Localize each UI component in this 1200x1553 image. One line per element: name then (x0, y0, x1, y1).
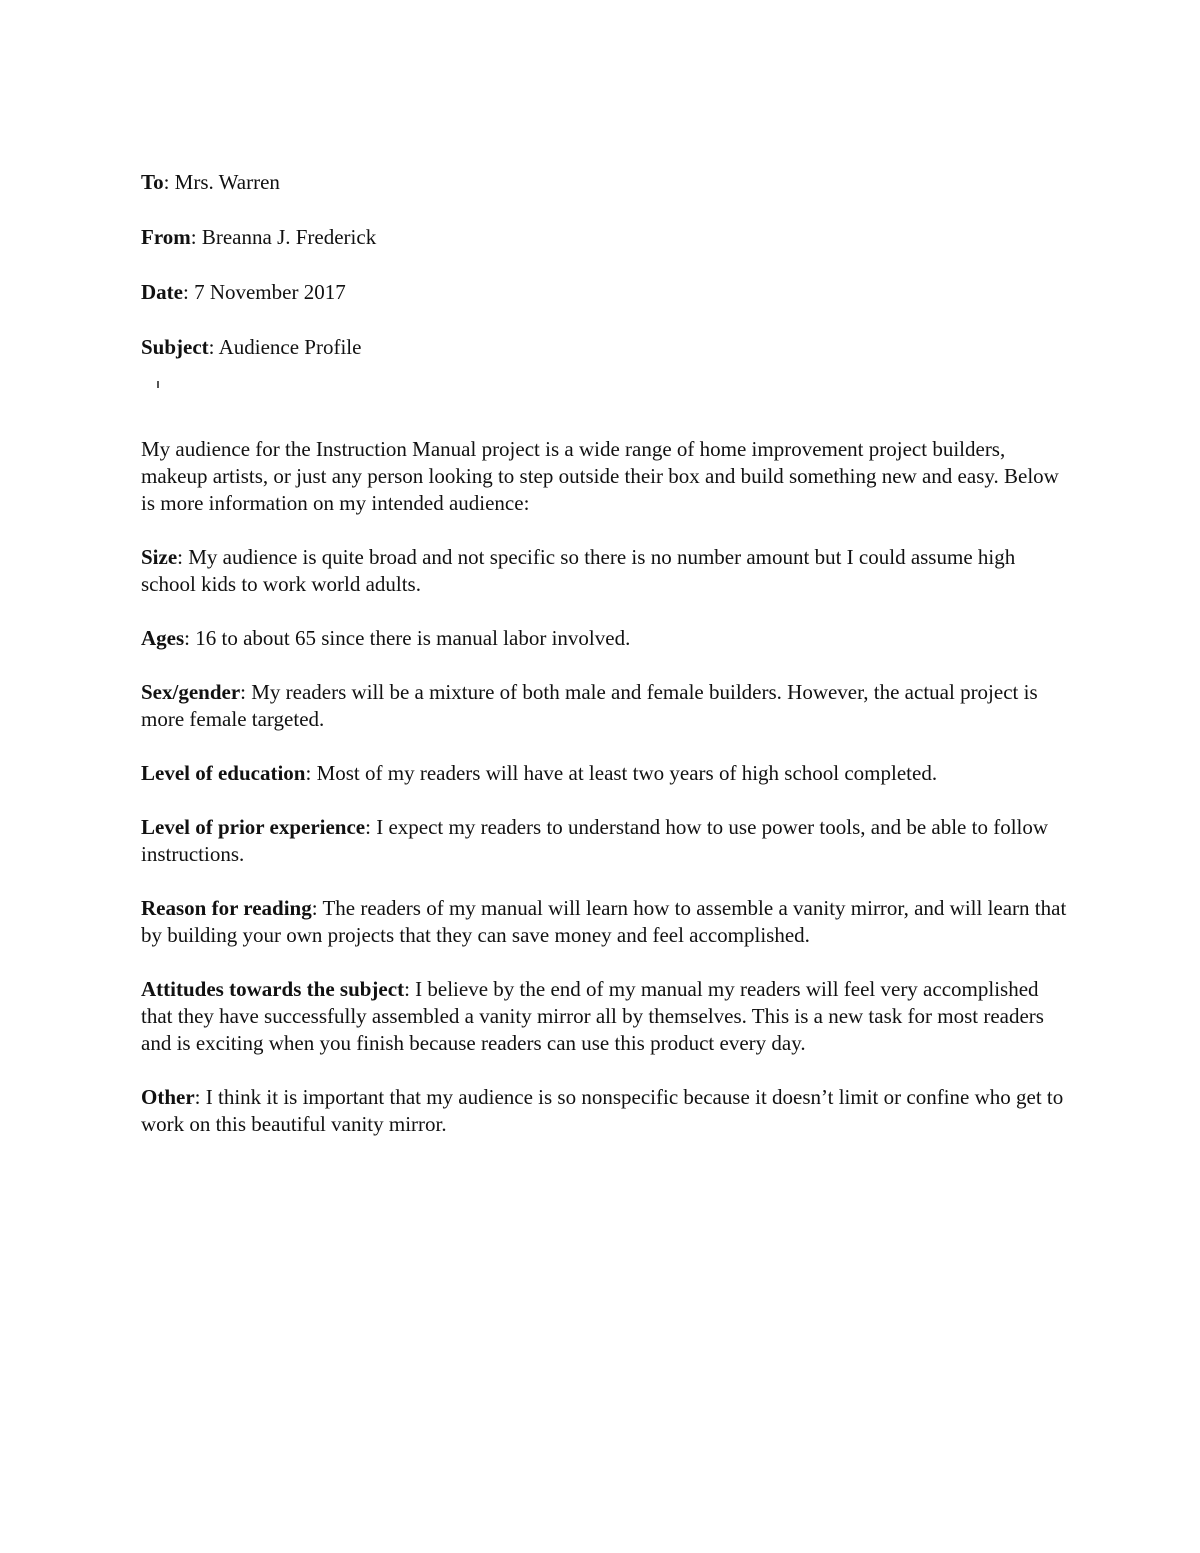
section-text: : I believe by the end of my manual my readers will feel very accomplished that they have successfully assembled a vanity mirror all by themselves. This is a new task for most readers and is exciting when you finish because readers can use this product every day. (141, 977, 1044, 1055)
section-text: : 16 to about 65 since there is manual labor involved. (184, 626, 631, 650)
section-label: Reason for reading (141, 896, 312, 920)
memo-from-line (141, 224, 1071, 251)
section-ages (141, 625, 1071, 652)
section-label: Ages (141, 626, 185, 650)
section-size (141, 544, 1071, 598)
section-label: Size (141, 545, 178, 569)
section-attitudes (141, 976, 1071, 1057)
memo-subject-line (141, 334, 1071, 361)
section-text: : My readers will be a mixture of both male and female builders. However, the actual project is more female targeted. (141, 680, 1038, 731)
section-label: Other (141, 1085, 195, 1109)
section-label: Level of prior experience (141, 815, 366, 839)
section-label: Sex/gender (141, 680, 241, 704)
section-level-of-prior-experience (141, 814, 1071, 868)
section-text: : I think it is important that my audience is so nonspecific because it doesn’t limit or confine who get to work on this beautiful vanity mirror. (141, 1085, 1064, 1136)
memo-to-label: To (141, 170, 164, 194)
memo-from-label: From (141, 225, 191, 249)
memo-to-value: : Mrs. Warren (163, 170, 280, 194)
memo-content (141, 169, 1071, 1165)
memo-date-label: Date (141, 280, 183, 304)
intro-paragraph: My audience for the Instruction Manual project is a wide range of home improvement project builders, makeup artists, or just any person looking to step outside their box and build something new and easy. Below is more information on my intended audience: (141, 437, 1059, 515)
memo-subject-value: : Audience Profile (208, 335, 362, 359)
memo-to-line (141, 169, 1071, 196)
memo-date-line (141, 279, 1071, 306)
memo-subject-label: Subject (141, 335, 209, 359)
section-label: Level of education (141, 761, 306, 785)
memo-date-value: : 7 November 2017 (182, 280, 346, 304)
section-text: : I expect my readers to understand how to use power tools, and be able to follow instructions. (141, 815, 1049, 866)
memo-from-value: : Breanna J. Frederick (190, 225, 377, 249)
section-other (141, 1084, 1071, 1138)
section-sex-gender (141, 679, 1071, 733)
section-reason-for-reading (141, 895, 1071, 949)
section-label: Attitudes towards the subject (141, 977, 405, 1001)
section-text: : The readers of my manual will learn how to assemble a vanity mirror, and will learn that by building your own projects that they can save money and feel accomplished. (141, 896, 1067, 947)
section-level-of-education (141, 760, 1071, 787)
section-text: : Most of my readers will have at least two years of high school completed. (305, 761, 938, 785)
section-text: : My audience is quite broad and not specific so there is no number amount but I could assume high school kids to work world adults. (141, 545, 1016, 596)
